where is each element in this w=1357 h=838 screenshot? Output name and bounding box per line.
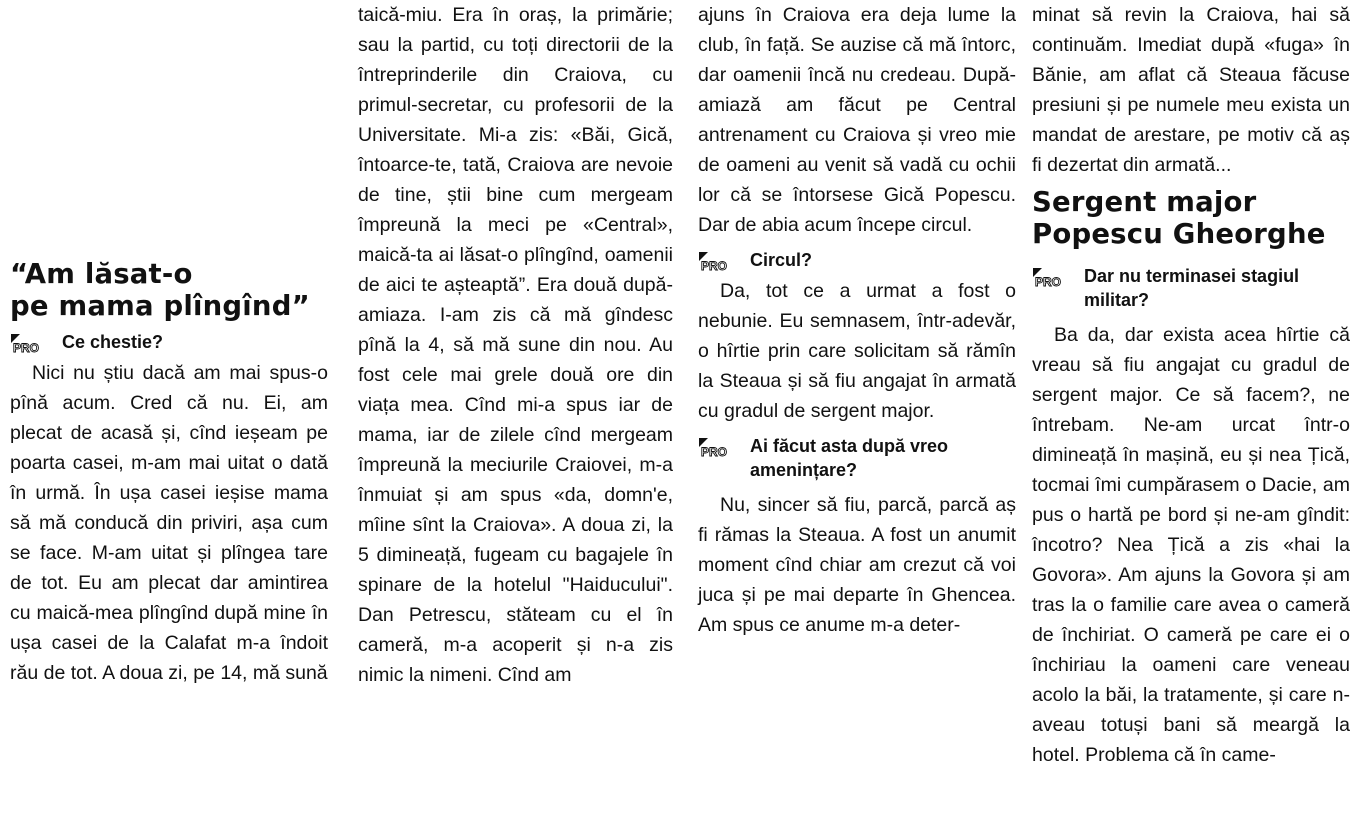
interview-question (10, 330, 328, 358)
heading-line: “Am lăsat-o (10, 258, 193, 290)
svg-text:PRO: PRO (1035, 275, 1062, 289)
answer-paragraph: Nici nu știu dacă am mai spus-o pînă acum. Cred că nu. Ei, am plecat de acasă și, cînd ieșeam pe poarta casei, m-am mai uitat o dată în urmă. În ușa casei ieșise mama să mă conducă din priviri, așa cum se face. M-am uitat și plîngea tare de tot. Eu am plecat dar amintirea cu maică-mea plîngînd după mine în ușa casei de la Calafat m-a îndoit rău de tot. A doua zi, pe 14, mă sună (10, 362, 328, 684)
heading-line: pe mama plîngînd” (10, 290, 310, 322)
svg-text:PRO: PRO (701, 259, 728, 273)
pro-logo-icon (10, 332, 62, 358)
question-text: Dar nu terminasei stagiul militar? (1084, 266, 1300, 310)
answer-paragraph: Da, tot ce a urmat a fost o nebunie. Eu semnasem, într-adevăr, o hîrtie prin care solicitam să rămîn la Steaua și să fiu angajat în armată cu gradul de sergent major. (698, 280, 1016, 422)
svg-text:PRO: PRO (13, 341, 40, 355)
question-text: Ai făcut asta după vreo amenințare? (750, 436, 949, 480)
pro-logo-icon (698, 250, 750, 276)
article-column-3 (698, 0, 1016, 640)
interview-question (698, 434, 1016, 482)
article-column-4 (1032, 0, 1350, 770)
answer-paragraph: minat să revin la Craiova, hai să continuăm. Imediat după «fuga» în Bănie, am aflat că Steaua făcuse presiuni și pe numele meu exista un mandat de arestare, pe motiv că aș fi dezertat din armată... (1032, 4, 1350, 176)
heading-line: Popescu Gheorghe (1032, 218, 1326, 250)
pro-logo-icon (1032, 266, 1084, 292)
heading-line: Sergent major (1032, 186, 1257, 218)
article-column-1 (10, 258, 328, 688)
pro-logo-icon (698, 436, 750, 462)
interview-question (1032, 264, 1350, 312)
answer-paragraph: Ba da, dar exista acea hîrtie că vreau să fiu angajat cu gradul de sergent major. Ce să facem?, ne întrebam. Ne-am urcat într-o dimineață în mașină, eu și nea Țică, tocmai îmi cumpărasem o Dacie, am pus o hartă pe bord și ne-am gîndit: încotro? Nea Țică a zis «hai la Govora». Am ajuns la Govora și am tras la o familie care avea o cameră de închiriat. O cameră pe care ei o închiriau la oameni care veneau acolo la băi, la tratamente, și care n-aveau totuși bani să meargă la hotel. Problema că în came- (1032, 324, 1350, 766)
question-text: Circul? (750, 250, 813, 270)
question-text: Ce chestie? (62, 332, 164, 352)
answer-paragraph: ajuns în Craiova era deja lume la club, în față. Se auzise că mă întorc, dar oamenii încă nu credeau. După-amiază am făcut pe Central antrenament cu Craiova și vreo mie de oameni au venit să vadă cu ochii lor că se întorsese Gică Popescu. Dar de abia acum începe circul. (698, 4, 1016, 236)
article-column-2 (358, 0, 673, 690)
section-heading-1 (10, 258, 328, 322)
answer-paragraph: Nu, sincer să fiu, parcă, parcă aș fi rămas la Steaua. A fost un anumit moment cînd chiar am crezut că voi juca și pe mai departe în Ghencea. Am spus ce anume m-a deter- (698, 494, 1016, 636)
answer-paragraph: taică-miu. Era în oraș, la primărie; sau la partid, cu toți directorii de la întreprinderile din Craiova, cu primul-secretar, cu profesorii de la Universitate. Mi-a zis: «Băi, Gică, întoarce-te, tată, Craiova are nevoie de tine, știi bine cum mergeam împreună la meci pe «Central», maică-ta ai lăsat-o plîngînd, oamenii de aici te așteaptă”. Era două după-amiaza. I-am zis că mă gîndesc pînă la 4, să mă sune din nou. Au fost cele mai grele două ore din viața mea. Cînd mi-a spus iar de mama, iar de zilele cînd mergeam împreună la meciurile Craiovei, m-a înmuiat și am spus «da, domn'e, mîine sînt la Craiova». A doua zi, la 5 dimineață, fugeam cu bagajele în spinare de la hotelul "Haiducului". Dan Petrescu, stăteam cu el în cameră, m-a acoperit și n-a zis nimic la nimeni. Cînd am (358, 4, 673, 686)
section-heading-2 (1032, 186, 1350, 250)
interview-question (698, 248, 1016, 276)
svg-text:PRO: PRO (701, 445, 728, 459)
